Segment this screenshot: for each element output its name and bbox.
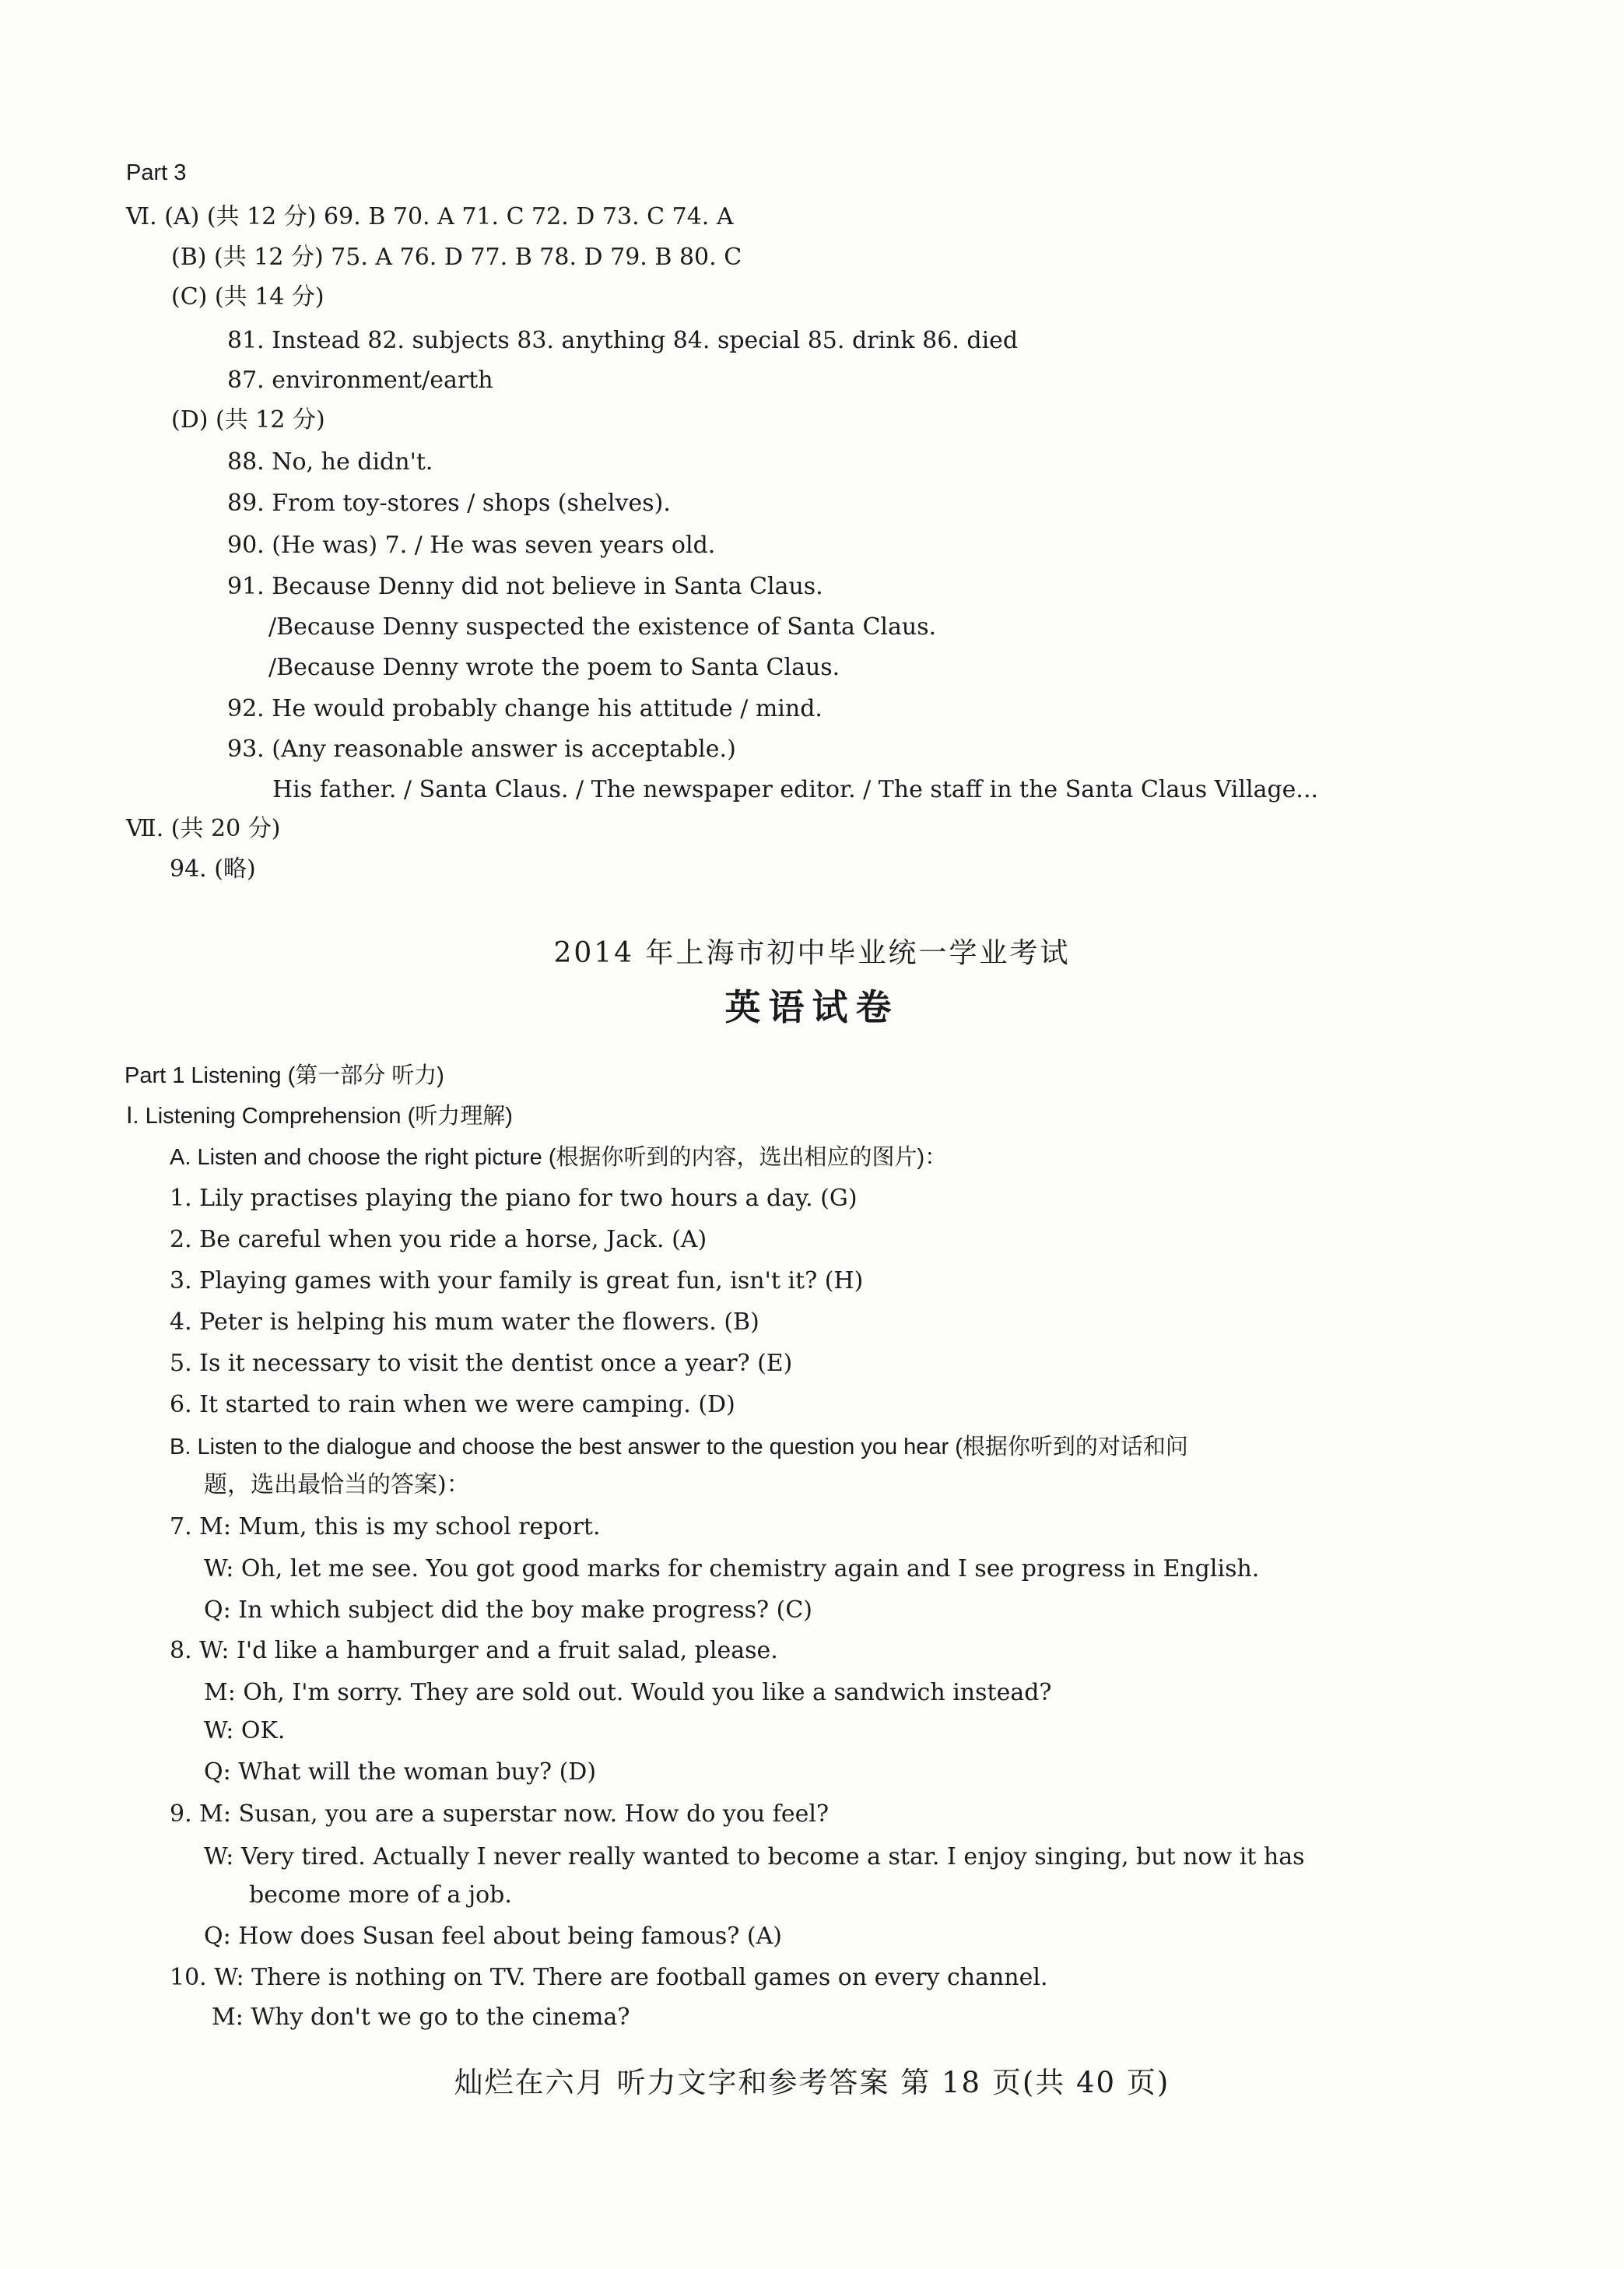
page-footer: 灿烂在六月 听力文字和参考答案 第 18 页(共 40 页) <box>454 2066 1170 2099</box>
answer-92: 92. He would probably change his attitude / mind. <box>227 695 823 722</box>
section-6c-answers-2: 87. environment/earth <box>227 367 493 394</box>
listening-item-3: 3. Playing games with your family is great fun, isn't it? (H) <box>170 1267 864 1294</box>
dialogue-9-q: Q: How does Susan feel about being famous? (A) <box>204 1923 782 1950</box>
answer-89: 89. From toy-stores / shops (shelves). <box>227 490 671 517</box>
listening-item-6: 6. It started to rain when we were camping. (D) <box>170 1391 735 1418</box>
answer-91-alt-2: /Because Denny wrote the poem to Santa Claus. <box>268 654 840 681</box>
section-b-instructions: B. Listen to the dialogue and choose the best answer to the question you hear (根据你听到的对话和问 <box>170 1435 1188 1459</box>
dialogue-9-w-cont: become more of a job. <box>249 1881 512 1909</box>
answer-93: 93. (Any reasonable answer is acceptable.) <box>227 736 736 763</box>
answer-90: 90. (He was) 7. / He was seven years old. <box>227 532 716 559</box>
answer-91-alt-1: /Because Denny suspected the existence of Santa Claus. <box>268 613 937 641</box>
dialogue-10-m: M: Why don't we go to the cinema? <box>212 2004 630 2031</box>
dialogue-7-q: Q: In which subject did the boy make progress? (C) <box>204 1596 813 1624</box>
section-6b-answers: (B) (共 12 分) 75. A 76. D 77. B 78. D 79. B 80. C <box>171 244 742 271</box>
section-6a-answers: Ⅵ. (A) (共 12 分) 69. B 70. A 71. C 72. D 73. C 74. A <box>126 203 734 230</box>
dialogue-8-m: M: Oh, I'm sorry. They are sold out. Would you like a sandwich instead? <box>204 1679 1052 1706</box>
section-6c-answers-1: 81. Instead 82. subjects 83. anything 84. special 85. drink 86. died <box>227 327 1019 354</box>
section-b-instructions-cont: 题，选出最恰当的答案)： <box>204 1471 470 1498</box>
listening-item-4: 4. Peter is helping his mum water the flowers. (B) <box>170 1308 759 1336</box>
exam-subtitle: 英语试卷 <box>724 986 900 1028</box>
section-1-heading: Ⅰ. Listening Comprehension (听力理解) <box>126 1104 513 1129</box>
dialogue-8-w: 8. W: I'd like a hamburger and a fruit salad, please. <box>170 1637 778 1664</box>
answer-94: 94. (略) <box>170 855 256 883</box>
answer-88: 88. No, he didn't. <box>227 448 433 476</box>
listening-item-5: 5. Is it necessary to visit the dentist once a year? (E) <box>170 1350 793 1377</box>
dialogue-7-m: 7. M: Mum, this is my school report. <box>170 1513 601 1540</box>
section-7-heading: Ⅶ. (共 20 分) <box>126 815 281 842</box>
answer-93-examples: His father. / Santa Claus. / The newspaper editor. / The staff in the Santa Claus Village... <box>272 776 1319 803</box>
dialogue-9-w: W: Very tired. Actually I never really wanted to become a star. I enjoy singing, but now it has <box>204 1843 1305 1870</box>
dialogue-9-m: 9. M: Susan, you are a superstar now. How do you feel? <box>170 1800 830 1828</box>
listening-item-2: 2. Be careful when you ride a horse, Jack. (A) <box>170 1226 707 1253</box>
dialogue-7-w: W: Oh, let me see. You got good marks for chemistry again and I see progress in English. <box>204 1555 1260 1582</box>
section-a-instructions: A. Listen and choose the right picture (根据你听到的内容，选出相应的图片)： <box>170 1145 948 1170</box>
listening-item-1: 1. Lily practises playing the piano for two hours a day. (G) <box>170 1185 858 1212</box>
dialogue-8-w2: W: OK. <box>204 1717 286 1744</box>
section-6d-heading: (D) (共 12 分) <box>171 406 325 434</box>
answer-91: 91. Because Denny did not believe in Santa Claus. <box>227 573 823 600</box>
dialogue-10-w: 10. W: There is nothing on TV. There are football games on every channel. <box>170 1964 1048 1991</box>
exam-title: 2014 年上海市初中毕业统一学业考试 <box>553 937 1071 969</box>
dialogue-8-q: Q: What will the woman buy? (D) <box>204 1758 597 1786</box>
part1-heading: Part 1 Listening (第一部分 听力) <box>125 1063 444 1088</box>
section-6c-heading: (C) (共 14 分) <box>171 283 324 311</box>
part3-heading: Part 3 <box>126 160 187 185</box>
